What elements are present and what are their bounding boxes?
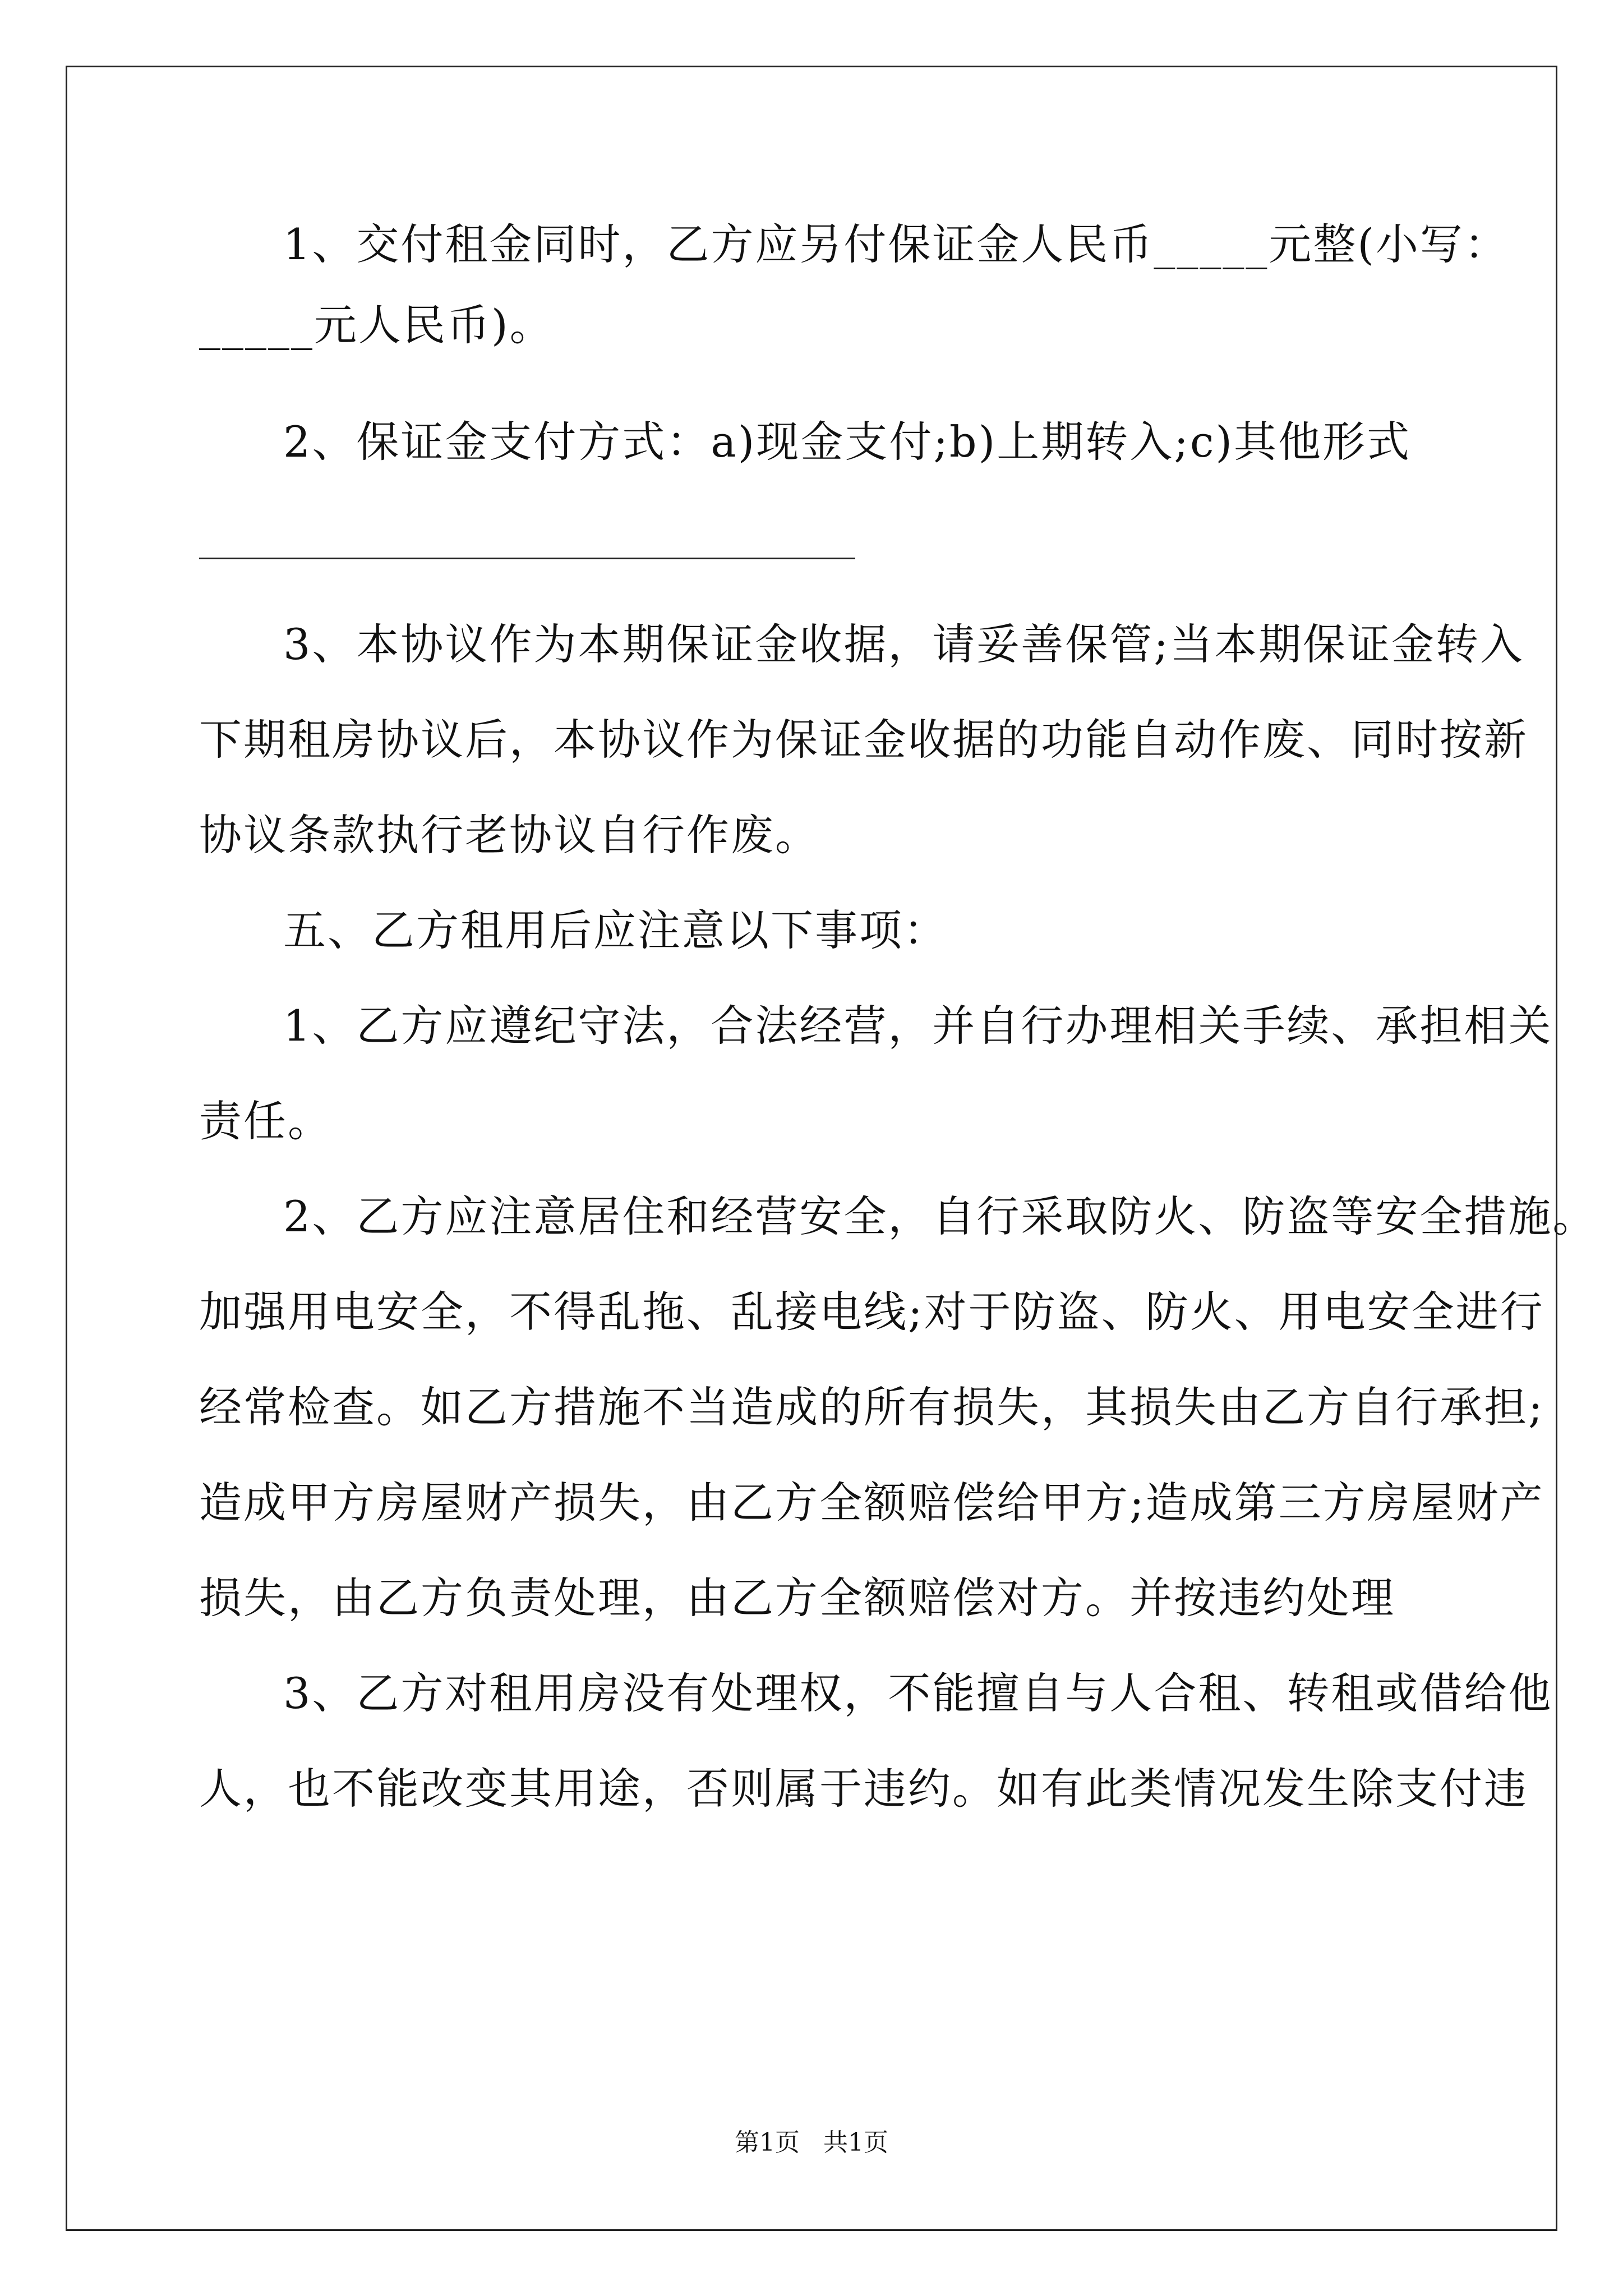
blank-fill-line bbox=[199, 558, 855, 559]
clause-no-sublet-cont: 人，也不能改变其用途，否则属于违约。如有此类情况发生除支付违 bbox=[199, 1764, 1528, 1814]
clause-safety-cont-1: 加强用电安全，不得乱拖、乱接电线;对于防盗、防火、用电安全进行 bbox=[199, 1287, 1544, 1337]
clause-deposit-amount-cont: _____元人民币)。 bbox=[199, 300, 554, 350]
page-footer: 第1页 共1页 bbox=[735, 2128, 888, 2157]
clause-deposit-receipt-cont-1: 下期租房协议后，本协议作为保证金收据的功能自动作废、同时按新 bbox=[199, 715, 1528, 765]
clause-deposit-receipt: 3、本协议作为本期保证金收据，请妥善保管;当本期保证金转入 bbox=[283, 619, 1524, 669]
clause-law-compliance-cont: 责任。 bbox=[199, 1096, 332, 1146]
clause-safety: 2、乙方应注意居住和经营安全，自行采取防火、防盗等安全措施。 bbox=[283, 1191, 1597, 1241]
clause-safety-cont-3: 造成甲方房屋财产损失，由乙方全额赔偿给甲方;造成第三方房屋财产 bbox=[199, 1478, 1544, 1527]
clause-safety-cont-2: 经常检查。如乙方措施不当造成的所有损失，其损失由乙方自行承担; bbox=[199, 1382, 1544, 1432]
clause-no-sublet: 3、乙方对租用房没有处理权，不能擅自与人合租、转租或借给他 bbox=[283, 1668, 1553, 1718]
document-body bbox=[199, 213, 1597, 1820]
clause-deposit-amount: 1、交付租金同时，乙方应另付保证金人民币_____元整(小写： bbox=[283, 219, 1509, 269]
clause-deposit-receipt-cont-2: 协议条款执行老协议自行作废。 bbox=[199, 810, 819, 860]
section-heading-five: 五、乙方租用后应注意以下事项： bbox=[283, 905, 948, 955]
clause-law-compliance: 1、乙方应遵纪守法，合法经营，并自行办理相关手续、承担相关 bbox=[283, 1001, 1553, 1051]
clause-safety-cont-4: 损失，由乙方负责处理，由乙方全额赔偿对方。并按违约处理 bbox=[199, 1573, 1395, 1623]
clause-deposit-payment: 2、保证金支付方式：a)现金支付;b)上期转入;c)其他形式 bbox=[283, 417, 1412, 467]
